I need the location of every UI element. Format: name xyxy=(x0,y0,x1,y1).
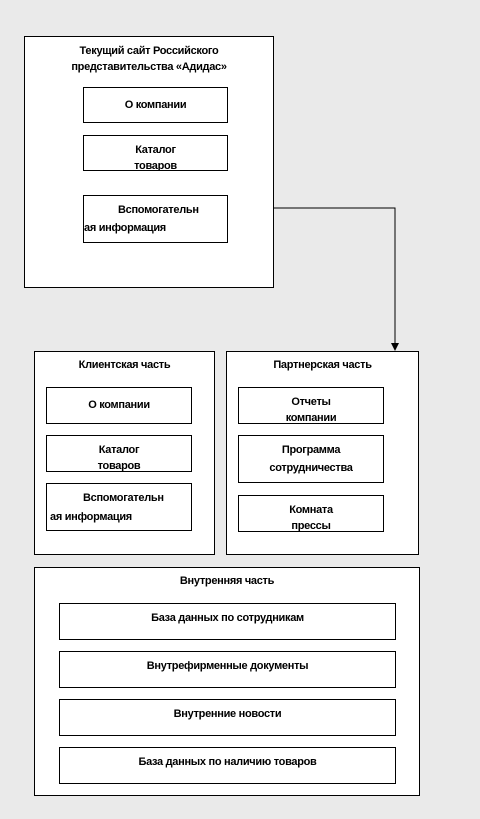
current-site-box xyxy=(24,36,274,288)
client-item-catalog: Каталог товаров xyxy=(46,435,192,472)
partner-part-box xyxy=(226,351,419,555)
client-item-info: Вспомогательн ая информация xyxy=(46,483,192,531)
partner-item-press-room: Комната прессы xyxy=(238,495,384,532)
internal-part-box xyxy=(34,567,420,796)
internal-item-employees-db: База данных по сотрудникам xyxy=(59,603,396,640)
partner-item-program: Программа сотрудничества xyxy=(238,435,384,483)
current-site-item-catalog: Каталог товаров xyxy=(83,135,228,171)
client-part-title: Клиентская часть xyxy=(78,359,171,371)
internal-item-documents: Внутрефирменные документы xyxy=(59,651,396,688)
partner-item-reports: Отчеты компании xyxy=(238,387,384,424)
internal-part-title: Внутренняя часть xyxy=(179,575,275,587)
internal-item-news: Внутренние новости xyxy=(59,699,396,736)
partner-part-title: Партнерская часть xyxy=(273,359,372,371)
current-site-item-about: О компании xyxy=(83,87,228,123)
current-site-title-line1: Текущий сайт Российского xyxy=(79,45,219,57)
current-site-item-info: Вспомогательн ая информация xyxy=(83,195,228,243)
client-part-box xyxy=(34,351,215,555)
client-item-about: О компании xyxy=(46,387,192,424)
internal-item-stock-db: База данных по наличию товаров xyxy=(59,747,396,784)
current-site-title-line2: представительства «Адидас» xyxy=(71,61,227,73)
